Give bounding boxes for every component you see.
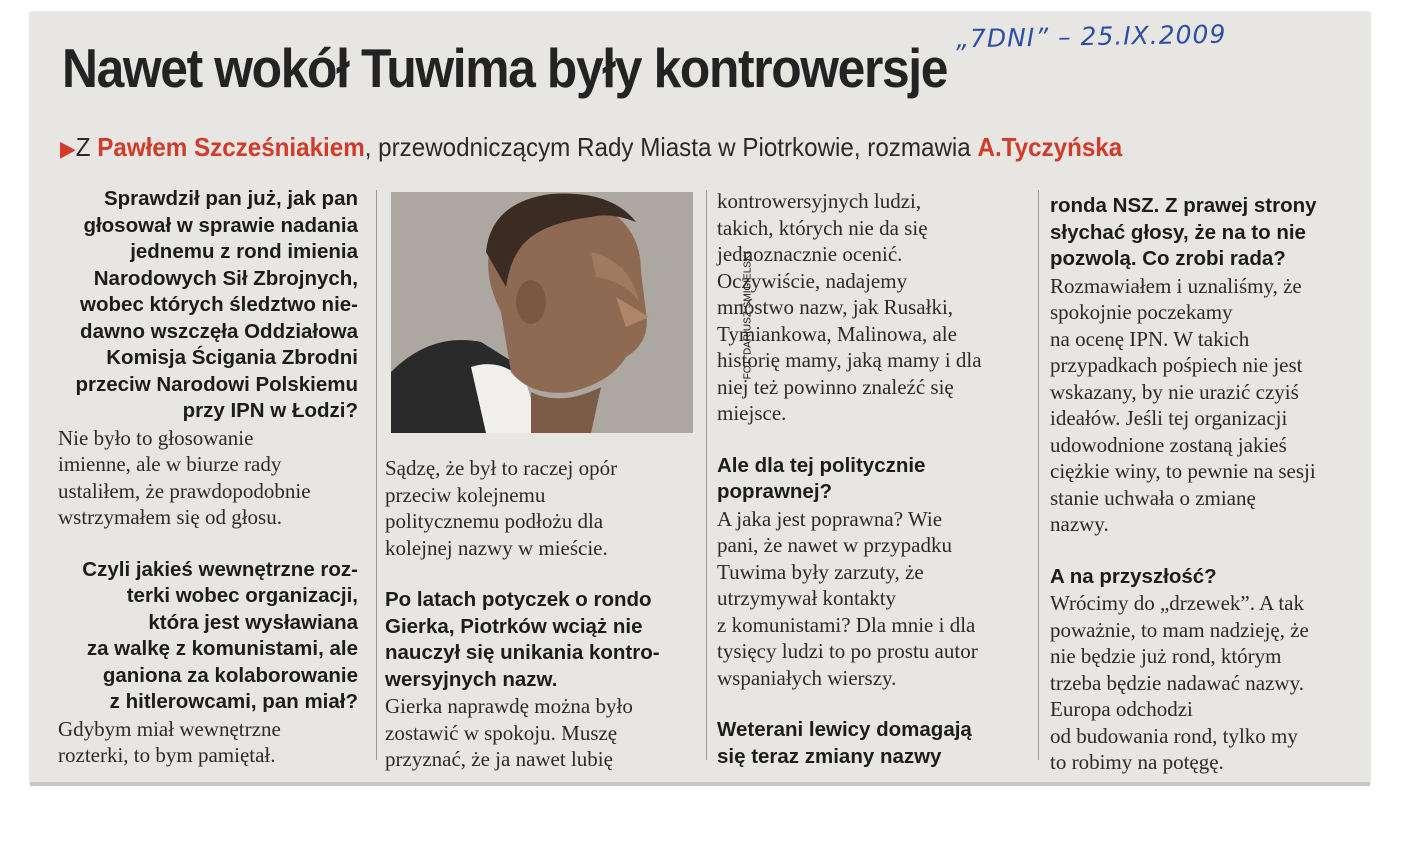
question-3: Po latach potyczek o rondo Gierka, Piotrków wciąż nie nauczył się unikania kontro- wersyjnych nazw. [385,588,660,691]
column-1 [58,186,358,769]
question-6: A na przyszłość? [1050,564,1217,588]
column-rule [376,190,377,760]
spacer [58,531,358,557]
portrait-illustration [391,192,693,433]
portrait-photo [391,192,693,433]
spacer [717,691,1023,717]
column-4 [1050,193,1360,776]
headline: Nawet wokół Tuwima były kontrowersje [62,37,948,99]
spacer [717,427,1023,453]
question-1: Sprawdził pan już, jak pan głosował w sprawie nadania jednemu z rond imienia Narodowych Sił Zbrojnych, wobec których śledztwo nie- dawno wszczęła Oddziałowa Komisja Ścigania Zbrodni przeciw Narodowi Polskiemu przy IPN w Łodzi? [75,187,358,422]
clipping-edge [30,782,1370,786]
answer-4: Gierka naprawdę można było zostawić w spokoju. Muszę przyznać, że ja nawet lubię [385,694,633,771]
column-rule [1038,190,1039,760]
answer-6: A jaka jest poprawna? Wie pani, że nawet w przypadku Tuwima były zarzuty, że utrzymywał kontakty z komunistami? Dla mnie i dla tysięcy ludzi to po prostu autor wspaniałych wierszy. [717,506,978,690]
question-2: Czyli jakieś wewnętrzne roz- terki wobec organizacji, która jest wysławiana za walkę z komunistami, ale ganiona za kolaborowanie z hitlerowcami, pan miał? [82,557,358,713]
question-5-continued: ronda NSZ. Z prawej strony słychać głosy, że na to nie pozwolą. Co zrobi rada? [1050,194,1317,270]
subhead [60,130,1288,166]
question-4: Ale dla tej politycznie poprawnej? [717,453,926,503]
answer-7: Rozmawiałem i uznaliśmy, że spokojnie poczekamy na ocenę IPN. W takich przypadkach pośpiech nie jest wskazany, by nie urazić czyiś ideałów. Jeśli tej organizacji udowodnione zostaną jakieś ciężkie winy, to pewnie na sesji stanie uchwała o zmianę nazwy. [1050,273,1316,536]
column-3 [717,188,1023,770]
column-2 [385,455,691,773]
triangle-bullet-icon: ▶ [60,136,76,161]
subhead-middle: , przewodniczącym Rady Miasta w Piotrkowie, rozmawia [364,132,971,162]
question-5: Weterani lewicy domagają się teraz zmiany nazwy [717,718,972,768]
answer-3: Sądzę, że był to raczej opór przeciw kolejnemu politycznemu podłożu dla kolejnej nazwy w mieście. [385,456,618,560]
answer-5: kontrowersyjnych ludzi, takich, których nie da się jednoznacznie ocenić. Oczywiście, nadajemy mnóstwo nazw, jak Rusałki, Tymiankowa, Malinowa, ale historię mamy, jaką mamy i dla niej też powinno znaleźć się miejsce. [717,189,982,425]
spacer [1050,538,1360,564]
answer-8: Wrócimy do „drzewek”. A tak poważnie, to mam nadzieję, że nie będzie już rond, którym trzeba będzie nadawać nazwy. Europa odchodzi od budowania rond, tylko my to robimy na potęgę. [1050,591,1309,774]
spacer [385,561,691,587]
column-rule [706,190,707,760]
subhead-prefix: Z [75,132,91,162]
handwritten-note: „7DNI” – 25.IX.2009 [955,19,1227,54]
answer-1: Nie było to głosowanie imienne, ale w biurze rady ustaliłem, że prawdopodobnie wstrzymałem się od głosu. [58,425,311,529]
answer-2: Gdybym miał wewnętrzne rozterki, to bym pamiętał. [58,716,281,767]
author-name: A.Tyczyńska [977,132,1123,162]
photo-credit: FOT. DARIUSZ ŚMIGIELSKI [742,251,754,380]
interviewee-name: Pawłem Szcześniakiem [97,132,365,162]
